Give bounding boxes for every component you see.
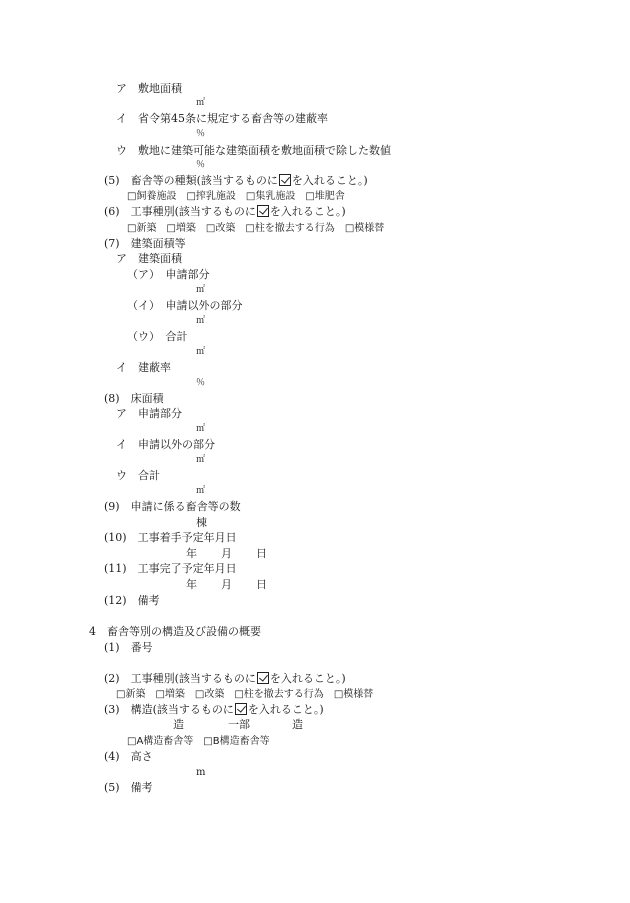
- area-ratio-label: ウ 敷地に建築可能な建築面積を敷地面積で除した数値: [116, 144, 391, 157]
- work-type-options: [127, 220, 384, 236]
- structure-option[interactable]: □A構造畜舎等: [127, 736, 194, 747]
- height-label: (4) 高さ: [104, 750, 153, 763]
- floor-area-heading: (8) 床面積: [104, 392, 164, 405]
- work-type-heading: (6) 工事種別(該当するものに を入れること。): [104, 205, 346, 218]
- floor-applied-unit: ㎡: [196, 424, 206, 434]
- barn-type-option[interactable]: □集乳施設: [245, 191, 296, 202]
- other-part-unit: ㎡: [196, 316, 206, 326]
- total-area-label: （ウ） 合計: [127, 330, 188, 343]
- work-type2-option[interactable]: □柱を撤去する行為: [234, 689, 324, 700]
- coverage-rule-label: イ 省令第45条に規定する畜舎等の建蔽率: [116, 112, 328, 125]
- structure-heading: (3) 構造(該当するものに を入れること。): [104, 703, 324, 716]
- site-area-unit: ㎡: [196, 98, 206, 108]
- structure-option[interactable]: □B構造畜舎等: [203, 736, 270, 747]
- barn-type-option[interactable]: □飼養施設: [127, 191, 177, 202]
- structure-options: [127, 733, 270, 749]
- building-count-unit: 棟: [196, 516, 207, 529]
- building-area-heading: (7) 建築面積等: [104, 237, 186, 250]
- section-4-title: 4 畜舎等別の構造及び設備の概要: [89, 625, 261, 638]
- barn-type-options: [127, 188, 345, 204]
- coverage-label: イ 建蔽率: [116, 361, 171, 374]
- remarks-label: (12) 備考: [104, 594, 160, 607]
- checkmark-icon: [279, 174, 291, 186]
- floor-other-label: イ 申請以外の部分: [116, 438, 215, 451]
- number-label: (1) 番号: [104, 641, 153, 654]
- barn-type-heading: (5) 畜舎等の種類(該当するものに を入れること。): [104, 174, 368, 187]
- total-area-unit: ㎡: [196, 347, 206, 357]
- coverage-rule-unit: ％: [196, 129, 206, 139]
- work-type2-option[interactable]: □増築: [155, 689, 185, 700]
- work-type-option[interactable]: □柱を撤去する行為: [245, 223, 335, 234]
- start-date-fields: 年 月 日: [186, 547, 267, 560]
- barn-type-option[interactable]: □堆肥舎: [305, 191, 345, 202]
- floor-total-unit: ㎡: [196, 486, 206, 496]
- work-type-option[interactable]: □新築: [127, 223, 157, 234]
- checkmark-icon: [257, 672, 269, 684]
- coverage-unit: ％: [196, 378, 206, 388]
- building-area-label: ア 建築面積: [116, 252, 182, 265]
- work-type2-option[interactable]: □模様替: [333, 689, 374, 700]
- end-date-fields: 年 月 日: [186, 578, 267, 591]
- work-type2-heading: (2) 工事種別(該当するものに を入れること。): [104, 672, 346, 685]
- area-ratio-unit: ％: [196, 160, 206, 170]
- work-type2-option[interactable]: □改築: [194, 689, 225, 700]
- site-area-label: ア 敷地面積: [116, 82, 182, 95]
- start-date-label: (10) 工事着手予定年月日: [104, 531, 237, 544]
- work-type2-options: [116, 686, 373, 702]
- applied-part-label: （ア） 申請部分: [127, 268, 210, 281]
- work-type-option[interactable]: □増築: [166, 223, 196, 234]
- height-unit: m: [196, 767, 206, 778]
- floor-total-label: ウ 合計: [116, 469, 160, 482]
- floor-other-unit: ㎡: [196, 455, 206, 465]
- work-type2-option[interactable]: □新築: [116, 689, 146, 700]
- applied-part-unit: ㎡: [196, 285, 206, 295]
- checkmark-icon: [235, 703, 247, 715]
- structure-fields: 造 一部 造: [173, 718, 303, 731]
- work-type-option[interactable]: □改築: [205, 223, 236, 234]
- work-type-option[interactable]: □模様替: [344, 223, 385, 234]
- other-part-label: （イ） 申請以外の部分: [127, 299, 243, 312]
- checkmark-icon: [257, 205, 269, 217]
- barn-type-option[interactable]: □搾乳施設: [186, 191, 236, 202]
- floor-applied-label: ア 申請部分: [116, 407, 182, 420]
- remarks2-label: (5) 備考: [104, 781, 153, 794]
- end-date-label: (11) 工事完了予定年月日: [104, 562, 237, 575]
- building-count-label: (9) 申請に係る畜舎等の数: [104, 500, 241, 513]
